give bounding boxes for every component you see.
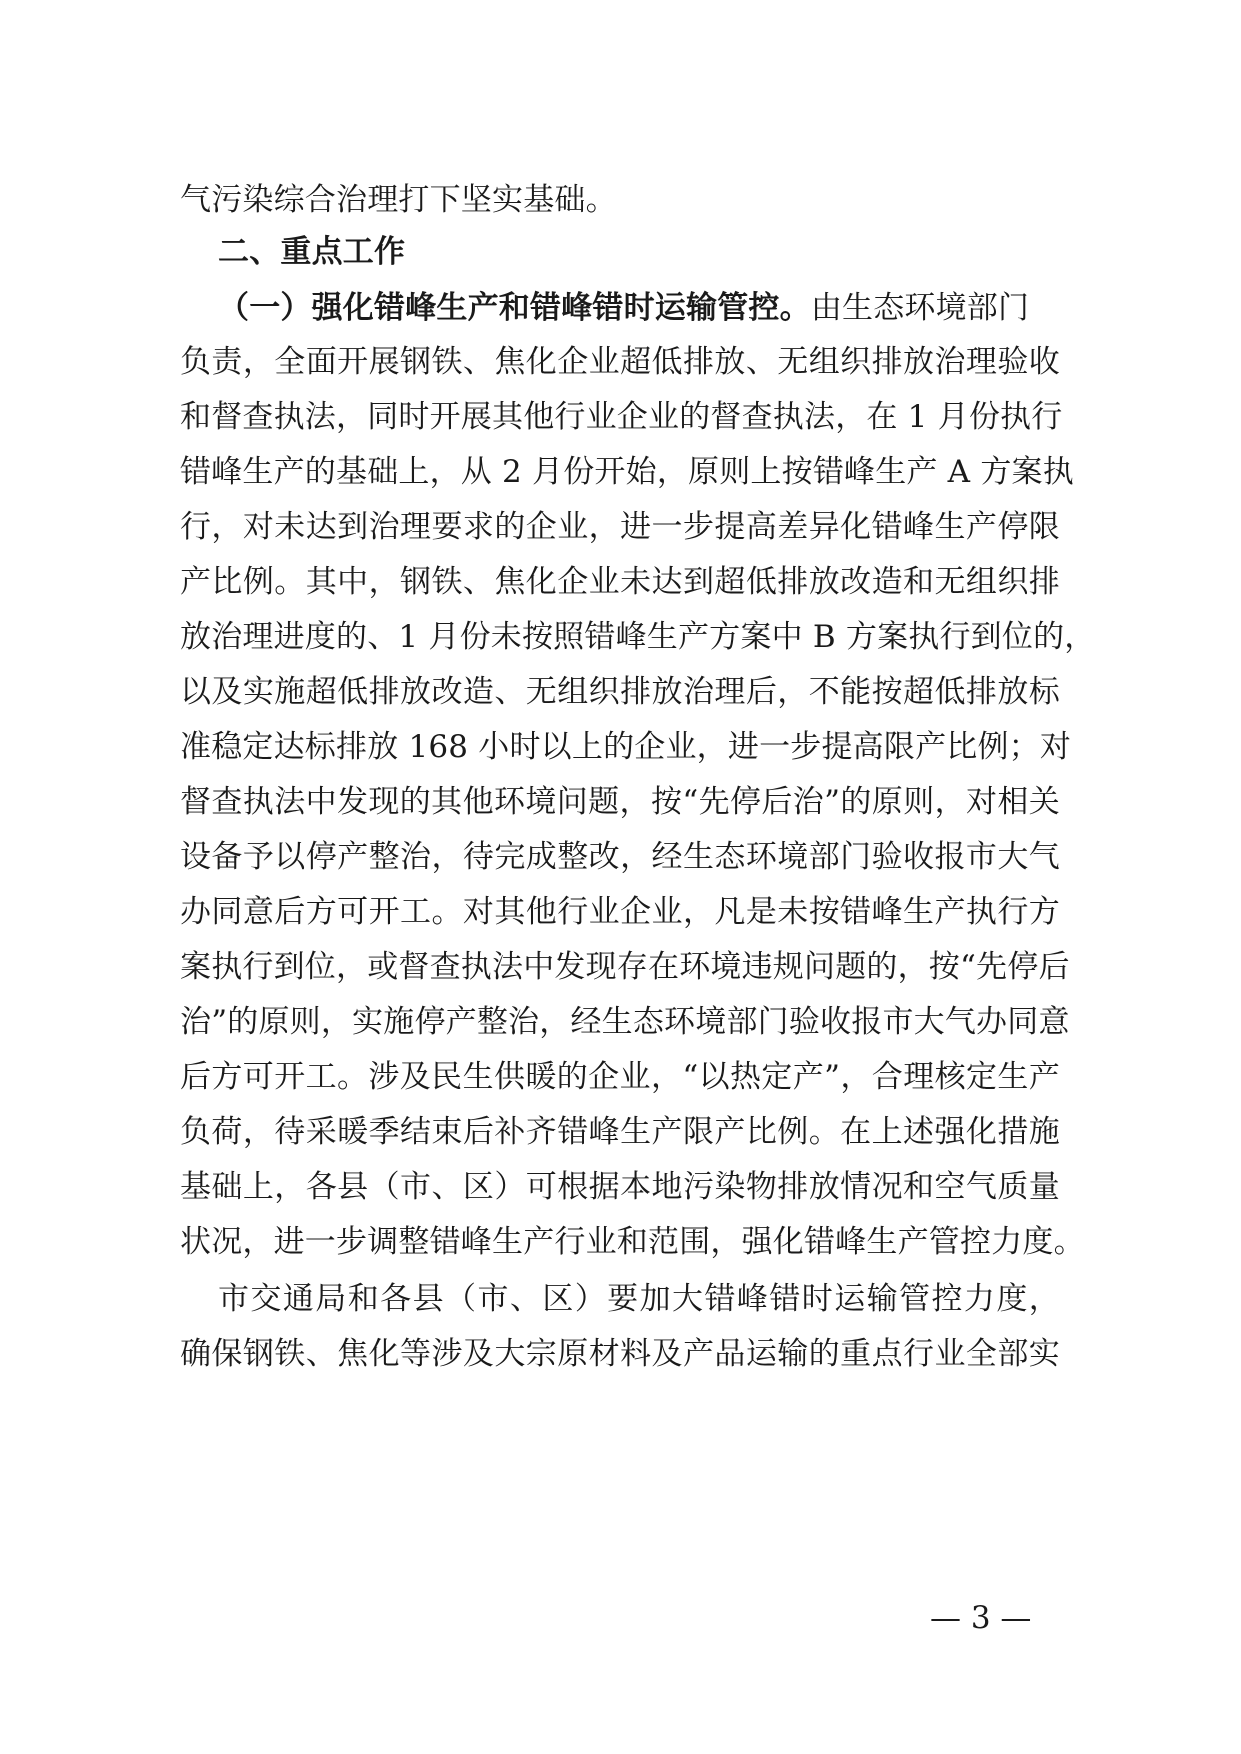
body-line: 以及实施超低排放改造、无组织排放治理后，不能按超低排放标: [180, 674, 1060, 710]
body-line: 设备予以停产整治，待完成整改，经生态环境部门验收报市大气: [180, 839, 1060, 875]
page-number: — 3 —: [930, 1600, 1032, 1636]
section-heading: 二、重点工作: [218, 234, 406, 270]
body-line: 确保钢铁、焦化等涉及大宗原材料及产品运输的重点行业全部实: [180, 1336, 1060, 1372]
body-line: 督查执法中发现的其他环境问题，按“先停后治”的原则，对相关: [180, 784, 1060, 820]
body-line: 负荷，待采暖季结束后补齐错峰生产限产比例。在上述强化措施: [180, 1114, 1060, 1150]
body-line: 负责，全面开展钢铁、焦化企业超低排放、无组织排放治理验收: [180, 344, 1060, 380]
body-line: 错峰生产的基础上，从 2 月份开始，原则上按错峰生产 A 方案执: [180, 454, 1074, 490]
body-line: 基础上，各县（市、区）可根据本地污染物排放情况和空气质量: [180, 1169, 1060, 1205]
body-line: 办同意后方可开工。对其他行业企业，凡是未按错峰生产执行方: [180, 894, 1060, 930]
body-line: 案执行到位，或督查执法中发现存在环境违规问题的，按“先停后: [180, 949, 1070, 985]
body-line: 气污染综合治理打下坚实基础。: [180, 182, 617, 218]
body-line: 治”的原则，实施停产整治，经生态环境部门验收报市大气办同意: [180, 1004, 1070, 1040]
body-line: 状况，进一步调整错峰生产行业和范围，强化错峰生产管控力度。: [180, 1224, 1085, 1260]
body-line: 准稳定达标排放 168 小时以上的企业，进一步提高限产比例；对: [180, 729, 1072, 765]
subsection-line: [218, 288, 1060, 328]
body-text-inline: 由生态环境部门: [810, 290, 1030, 326]
body-line: 行，对未达到治理要求的企业，进一步提高差异化错峰生产停限: [180, 509, 1060, 545]
body-line: 放治理进度的、1 月份未按照错峰生产方案中 B 方案执行到位的，: [180, 619, 1096, 655]
subsection-heading: （一）强化错峰生产和错峰错时运输管控。: [218, 290, 811, 326]
body-line: 后方可开工。涉及民生供暖的企业，“以热定产”，合理核定生产: [180, 1059, 1060, 1095]
body-line: 产比例。其中，钢铁、焦化企业未达到超低排放改造和无组织排: [180, 564, 1060, 600]
body-line: 和督查执法，同时开展其他行业企业的督查执法，在 1 月份执行: [180, 399, 1063, 435]
paragraph-first-line: 市交通局和各县（市、区）要加大错峰错时运输管控力度，: [218, 1281, 1060, 1317]
